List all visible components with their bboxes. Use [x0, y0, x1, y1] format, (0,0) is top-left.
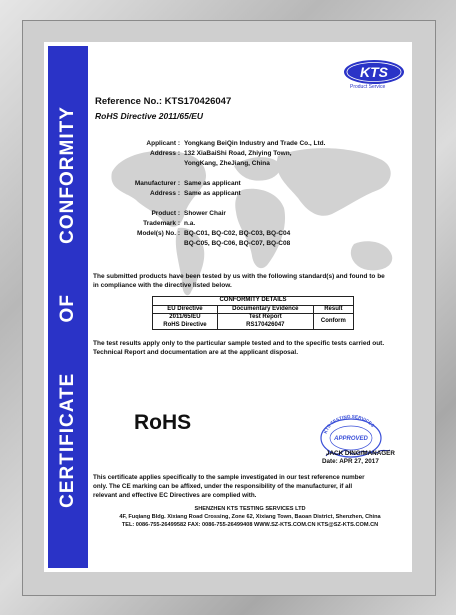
table-header-row	[153, 305, 354, 314]
compliance-line2: in compliance with the directive listed below.	[93, 282, 232, 289]
disclaimer-line2: only. The CE marking can be affixed, under the responsibility of the manufacturer, if all	[93, 483, 353, 490]
side-band-word3: CONFORMITY	[57, 106, 78, 244]
manufacturer-address-label: Address :	[150, 190, 180, 197]
models-label: Model(s) No. :	[137, 230, 180, 237]
trademark-value: n.a.	[184, 220, 196, 227]
cell-result: Conform	[313, 314, 353, 330]
stamp-ring-text: KTS TESTING SERVICES	[322, 414, 376, 435]
company-contact: TEL: 0086-755-26499582 FAX: 0086-755-26499408 WWW.SZ-KTS.COM.CN KTS@SZ-KTS.COM.CN	[121, 522, 379, 528]
side-band-word2: OF	[57, 294, 78, 323]
compliance-line1: The submitted products have been tested by us with the following standard(s) and found to be	[93, 273, 385, 280]
stamp-center-text: APPROVED	[334, 436, 368, 442]
cell-directive-line2: RoHS Directive	[163, 321, 207, 328]
cell-evidence-line2: RS170426047	[246, 321, 285, 328]
applicant-address-line1: 132 XiaBaiShi Road, Zhiying Town,	[184, 150, 292, 157]
test-note-line2: Technical Report and documentation are at the applicant disposal.	[93, 349, 299, 356]
product-value: Shower Chair	[184, 210, 226, 217]
models-line2: BQ-C05, BQ-C06, BQ-C07, BQ-C08	[184, 240, 291, 247]
cell-directive-line1: 2011/65/EU	[169, 314, 201, 320]
applicant-value: Yongkang BeiQin Industry and Trade Co., Ltd.	[184, 140, 326, 147]
applicant-address-line2: YongKang, ZheJiang, China	[184, 160, 270, 167]
company-name: SHENZHEN KTS TESTING SERVICES LTD	[194, 506, 306, 512]
logo-text: KTS	[360, 64, 388, 80]
test-note-line1: The test results apply only to the particular sample tested and to the specific tests carried out.	[93, 340, 385, 347]
applicant-label: Applicant :	[146, 140, 180, 147]
models-line1: BQ-C01, BQ-C02, BQ-C03, BQ-C04	[184, 230, 291, 237]
header-eu-directive: EU Directive	[153, 305, 218, 314]
reference-number: Reference No.: KTS170426047	[95, 96, 232, 107]
disclaimer-line3: relevant and effective EC Directives are complied with.	[93, 492, 257, 499]
header-result: Result	[313, 305, 353, 314]
table-title: CONFORMITY DETAILS	[153, 297, 354, 306]
product-label: Product :	[151, 210, 180, 217]
signatory-date: Date: APR 27, 2017	[322, 458, 379, 465]
table-row	[153, 314, 354, 330]
cell-evidence	[217, 314, 313, 330]
rohs-mark: RoHS	[134, 411, 192, 434]
side-band-word1: CERTIFICATE	[57, 372, 78, 508]
directive-title: RoHS Directive 2011/65/EU	[95, 111, 204, 121]
svg-text:KTS TESTING SERVICES	[323, 414, 376, 434]
manufacturer-label: Manufacturer :	[134, 180, 180, 187]
cell-directive	[153, 314, 218, 330]
side-band-title	[57, 106, 79, 508]
manufacturer-address-value: Same as applicant	[184, 190, 241, 197]
signatory-name: JACK DING/MANAGER	[326, 450, 395, 457]
header-evidence: Documentary Evidence	[217, 305, 313, 314]
manufacturer-value: Same as applicant	[184, 180, 241, 187]
table-title-row	[153, 297, 354, 306]
trademark-label: Trademark :	[143, 220, 180, 227]
conformity-table	[152, 296, 354, 330]
disclaimer-line1: This certificate applies specifically to the sample investigated in our test reference number	[93, 474, 365, 481]
logo-subtitle: Product Service	[350, 84, 386, 90]
applicant-address-label: Address :	[150, 150, 180, 157]
cell-evidence-line1: Test Report	[248, 314, 282, 320]
company-address: 4F, Fuqiang Bldg. Xixiang Road Crossing, Zone 62, Xixiang Town, Baoan District, Shenzhen, China	[119, 514, 381, 520]
